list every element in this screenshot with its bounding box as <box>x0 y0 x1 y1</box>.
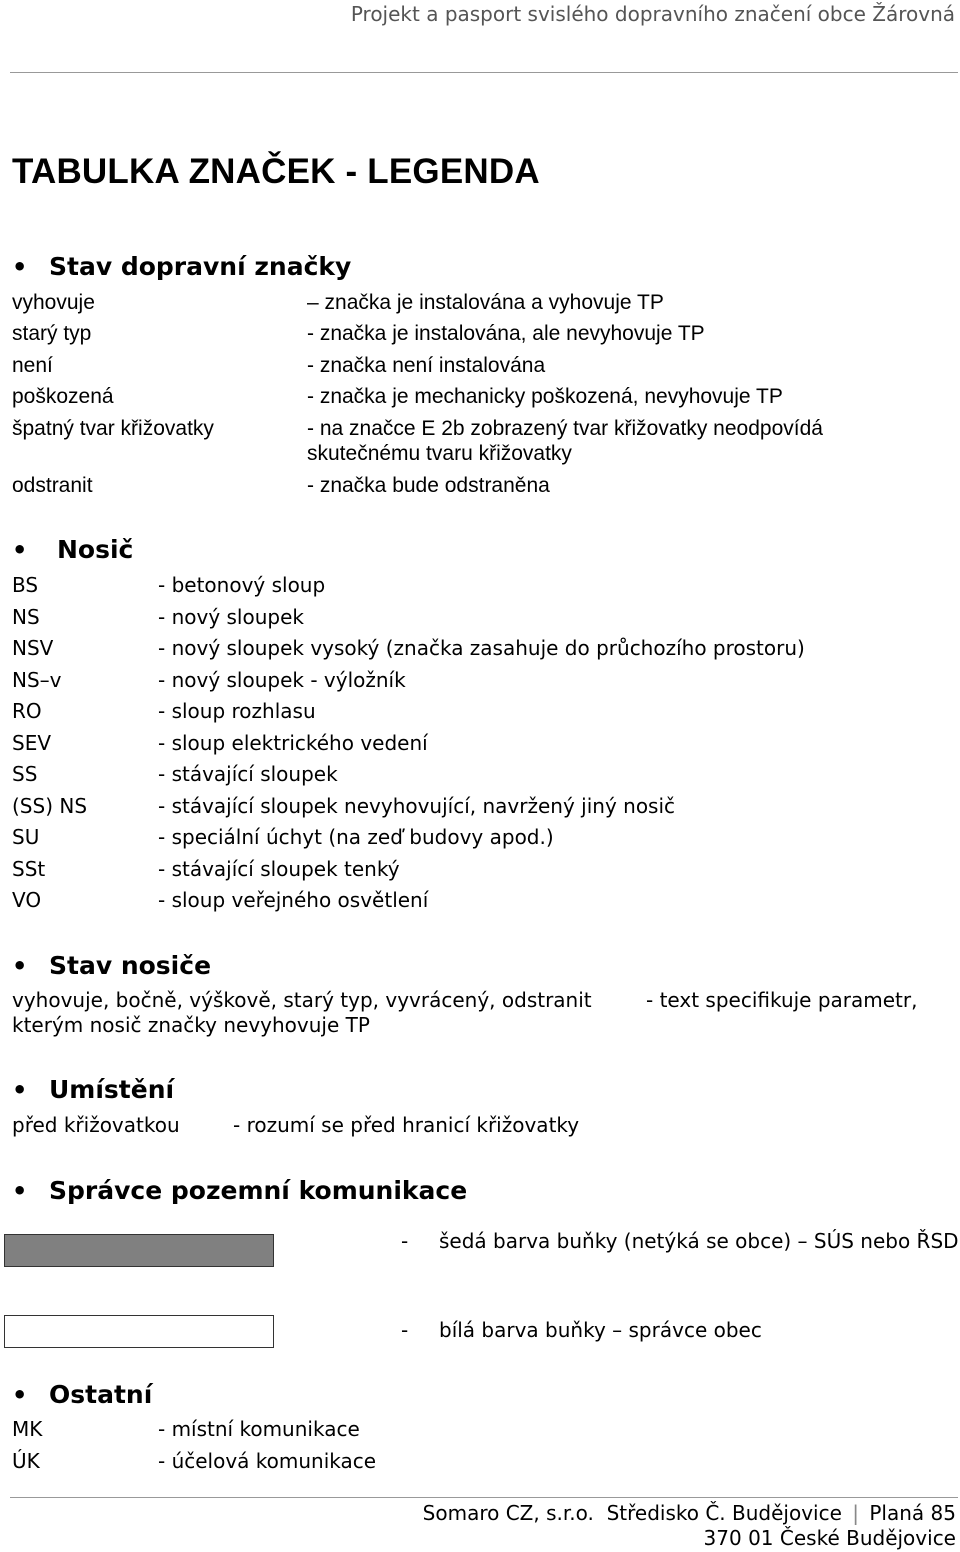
legend-value: - značka je instalována, ale nevyhovuje TP <box>307 322 705 345</box>
legend-value: - značka je mechanicky poškozená, nevyhovuje TP <box>307 385 783 408</box>
section-heading-nosic: • Nosič <box>12 535 134 564</box>
legend-key: NS <box>12 605 40 629</box>
bullet-icon: • <box>12 536 28 564</box>
legend-key: NSV <box>12 636 54 660</box>
legend-key: VO <box>12 888 42 912</box>
legend-value: - značka není instalována <box>307 354 546 377</box>
legend-value: - nový sloupek - výložník <box>158 668 406 692</box>
legend-value: - sloup rozhlasu <box>158 699 316 723</box>
bullet-icon: • <box>12 1381 28 1409</box>
gray-cell-description: - šedá barva buňky (netýká se obce) – SÚS nebo ŘSD <box>401 1229 959 1253</box>
legend-key: poškozená <box>12 385 114 408</box>
umisteni-value: - rozumí se před hranicí křižovatky <box>233 1113 580 1137</box>
footer-separator: | <box>852 1501 860 1525</box>
legend-value: - značka bude odstraněna <box>307 474 550 497</box>
legend-key: SSt <box>12 857 46 881</box>
gray-cell-swatch <box>4 1234 274 1267</box>
bullet-icon: • <box>12 253 28 281</box>
legend-value: - na značce E 2b zobrazený tvar křižovatky neodpovídá <box>307 417 823 440</box>
umisteni-key: před křižovatkou <box>12 1113 180 1137</box>
footer-divider <box>10 1497 958 1498</box>
footer-branch: Středisko Č. Budějovice <box>606 1501 842 1525</box>
section-heading-umisteni: • Umístění <box>12 1075 175 1104</box>
bullet-icon: • <box>12 952 28 980</box>
legend-key: SEV <box>12 731 52 755</box>
legend-value: – značka je instalována a vyhovuje TP <box>307 291 664 314</box>
legend-key: ÚK <box>12 1449 40 1473</box>
stav-nosice-description-cont: kterým nosič značky nevyhovuje TP <box>12 1013 370 1037</box>
section-heading-stav-nosice: • Stav nosiče <box>12 951 212 980</box>
legend-key: BS <box>12 573 39 597</box>
legend-key: NS–v <box>12 668 62 692</box>
bullet-icon: • <box>12 1076 28 1104</box>
legend-key: MK <box>12 1417 43 1441</box>
stav-nosice-description: - text specifikuje parametr, <box>646 988 918 1012</box>
legend-value: - nový sloupek <box>158 605 304 629</box>
stav-nosice-line <box>12 988 592 1013</box>
stav-nosice-values: vyhovuje, bočně, výškově, starý typ, vyvrácený, odstranit <box>12 988 592 1012</box>
legend-value: - nový sloupek vysoký (značka zasahuje do průchozího prostoru) <box>158 636 805 660</box>
legend-key: není <box>12 354 53 377</box>
legend-key: špatný tvar křižovatky <box>12 417 214 440</box>
legend-value: - speciální úchyt (na zeď budovy apod.) <box>158 825 554 849</box>
legend-value: - stávající sloupek nevyhovující, navržený jiný nosič <box>158 794 676 818</box>
legend-key: RO <box>12 699 42 723</box>
legend-key: odstranit <box>12 474 93 497</box>
section-heading-stav-znacky: • Stav dopravní značky <box>12 252 352 281</box>
footer-line-1 <box>423 1501 956 1525</box>
legend-value: - místní komunikace <box>158 1417 360 1441</box>
footer-street: Planá 85 <box>869 1501 956 1525</box>
bullet-icon: • <box>12 1177 28 1205</box>
section-heading-spravce: • Správce pozemní komunikace <box>12 1176 468 1205</box>
legend-key: SU <box>12 825 40 849</box>
white-cell-swatch <box>4 1315 274 1348</box>
legend-key: SS <box>12 762 38 786</box>
legend-value: - stávající sloupek <box>158 762 338 786</box>
legend-key: vyhovuje <box>12 291 95 314</box>
footer-city: 370 01 České Budějovice <box>703 1526 956 1550</box>
legend-key: starý typ <box>12 322 92 345</box>
legend-value: - stávající sloupek tenký <box>158 857 400 881</box>
legend-value: - účelová komunikace <box>158 1449 377 1473</box>
legend-value: skutečnému tvaru křižovatky <box>307 442 572 465</box>
page-title: TABULKA ZNAČEK - LEGENDA <box>12 152 540 191</box>
section-heading-ostatni: • Ostatní <box>12 1380 153 1409</box>
legend-value: - sloup veřejného osvětlení <box>158 888 429 912</box>
footer-company: Somaro CZ, s.r.o. <box>422 1501 594 1525</box>
legend-value: - betonový sloup <box>158 573 326 597</box>
legend-key: (SS) NS <box>12 794 88 818</box>
header-divider <box>10 72 958 73</box>
legend-value: - sloup elektrického vedení <box>158 731 428 755</box>
page-header: Projekt a pasport svislého dopravního značení obce Žárovná <box>350 2 955 26</box>
